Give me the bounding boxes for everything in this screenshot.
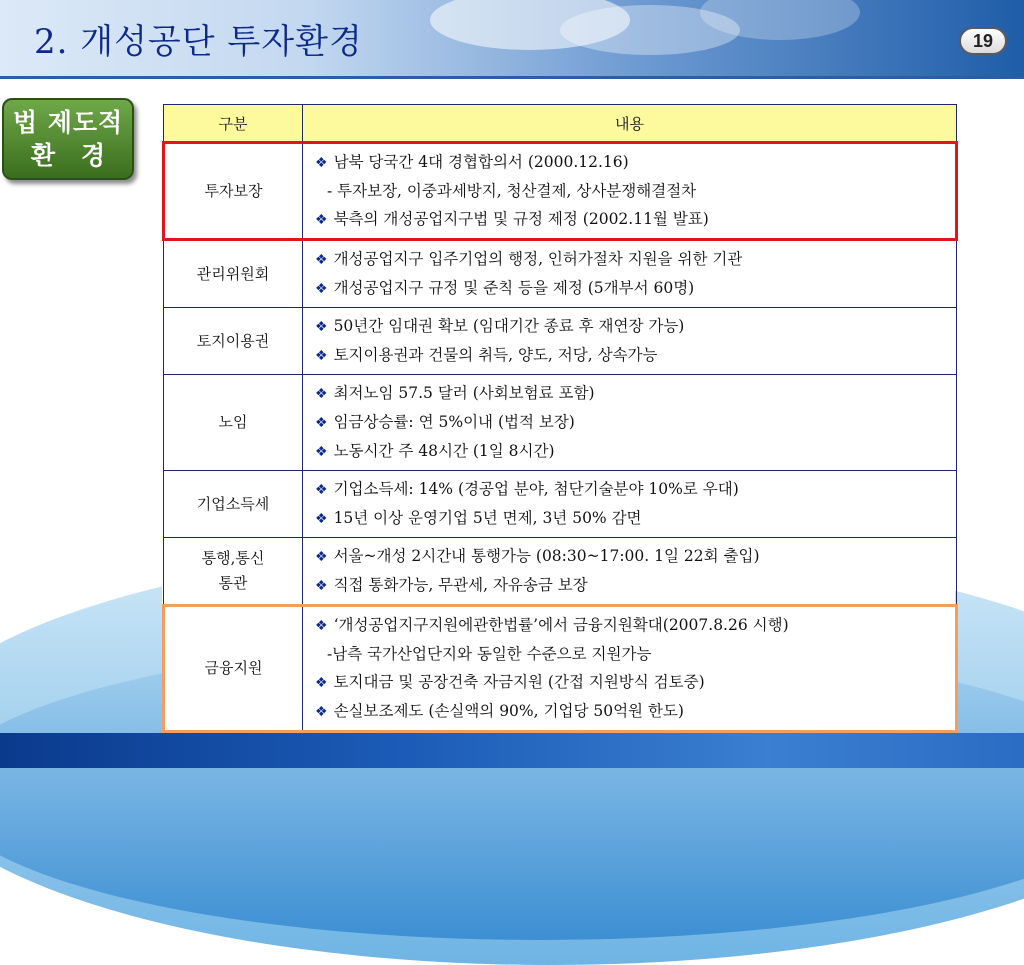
table-row <box>164 240 957 308</box>
diamond-bullet-icon: ❖ <box>315 281 328 297</box>
table-body <box>164 143 957 732</box>
diamond-bullet-icon: ❖ <box>315 252 328 268</box>
bullet-item <box>315 475 956 504</box>
data-table <box>162 104 958 733</box>
item-text: 개성공업지구 규정 및 준칙 등을 제정 (5개부서 60명) <box>333 279 695 297</box>
diamond-bullet-icon: ❖ <box>315 578 328 594</box>
bullet-item <box>315 437 956 466</box>
page-title: 2. 개성공단 투자환경 <box>34 22 363 62</box>
row-content <box>303 471 957 538</box>
item-text: 최저노임 57.5 달러 (사회보험료 포함) <box>333 384 595 402</box>
diamond-bullet-icon: ❖ <box>315 675 328 691</box>
row-category: 관리위원회 <box>164 240 303 308</box>
item-text: 개성공업지구 입주기업의 행정, 인허가절차 지원을 위한 기관 <box>333 250 743 268</box>
section-badge <box>2 98 134 180</box>
bullet-item <box>315 205 955 234</box>
table-row <box>164 308 957 375</box>
table-row <box>164 606 957 732</box>
bullet-item <box>315 274 956 303</box>
row-content <box>303 143 957 240</box>
diamond-bullet-icon: ❖ <box>315 618 328 634</box>
diamond-bullet-icon: ❖ <box>315 511 328 527</box>
bullet-item <box>315 148 955 177</box>
item-text: 북측의 개성공업지구법 및 규정 제정 (2002.11월 발표) <box>333 210 709 228</box>
diamond-bullet-icon: ❖ <box>315 319 328 335</box>
item-text: 50년간 임대권 확보 (임대기간 종료 후 재연장 가능) <box>333 317 685 335</box>
item-text: - 투자보장, 이중과세방지, 청산결제, 상사분쟁해결절차 <box>327 182 697 200</box>
table-row <box>164 143 957 240</box>
page-number-badge: 19 <box>959 27 1007 55</box>
bullet-item <box>315 379 956 408</box>
row-category: 노임 <box>164 375 303 471</box>
table-row <box>164 471 957 538</box>
row-category: 통행,통신 통관 <box>164 538 303 606</box>
diamond-bullet-icon: ❖ <box>315 348 328 364</box>
table-row <box>164 375 957 471</box>
table-row <box>164 538 957 606</box>
row-content <box>303 375 957 471</box>
item-text: 기업소득세: 14% (경공업 분야, 첨단기술분야 10%로 우대) <box>333 480 739 498</box>
bullet-item <box>315 542 956 571</box>
diamond-bullet-icon: ❖ <box>315 415 328 431</box>
bullet-item <box>315 245 956 274</box>
row-content <box>303 606 957 732</box>
item-text: 노동시간 주 48시간 (1일 8시간) <box>333 442 555 460</box>
item-text: -남측 국가산업단지와 동일한 수준으로 지원가능 <box>327 645 652 663</box>
item-text: ‘개성공업지구지원에관한법률’에서 금융지원확대(2007.8.26 시행) <box>333 616 789 634</box>
bullet-item <box>315 571 956 600</box>
row-category: 금융지원 <box>164 606 303 732</box>
sub-item <box>315 177 955 205</box>
footer-bar <box>0 733 1024 768</box>
column-header-category: 구분 <box>164 105 303 143</box>
row-content <box>303 308 957 375</box>
header-divider <box>0 76 1024 79</box>
diamond-bullet-icon: ❖ <box>315 549 328 565</box>
header-banner <box>0 0 1024 76</box>
row-category: 토지이용권 <box>164 308 303 375</box>
diamond-bullet-icon: ❖ <box>315 155 328 171</box>
bullet-item <box>315 611 955 640</box>
bullet-item <box>315 408 956 437</box>
row-content <box>303 538 957 606</box>
diamond-bullet-icon: ❖ <box>315 704 328 720</box>
row-category: 투자보장 <box>164 143 303 240</box>
item-text: 남북 당국간 4대 경협합의서 (2000.12.16) <box>333 153 629 171</box>
table-header-row <box>164 105 957 143</box>
section-badge-line2: 환경 <box>30 141 132 170</box>
row-content <box>303 240 957 308</box>
bullet-item <box>315 504 956 533</box>
section-badge-line1: 법 제도적 <box>12 108 124 137</box>
item-text: 임금상승률: 연 5%이내 (법적 보장) <box>333 413 575 431</box>
bullet-item <box>315 312 956 341</box>
bullet-item <box>315 341 956 370</box>
diamond-bullet-icon: ❖ <box>315 212 328 228</box>
diamond-bullet-icon: ❖ <box>315 386 328 402</box>
bullet-item <box>315 668 955 697</box>
bullet-item <box>315 697 955 726</box>
item-text: 손실보조제도 (손실액의 90%, 기업당 50억원 한도) <box>333 702 684 720</box>
sub-item <box>315 640 955 668</box>
item-text: 서울~개성 2시간내 통행가능 (08:30~17:00. 1일 22회 출입) <box>333 547 760 565</box>
item-text: 직접 통화가능, 무관세, 자유송금 보장 <box>333 576 588 594</box>
item-text: 토지대금 및 공장건축 자금지원 (간접 지원방식 검토중) <box>333 673 705 691</box>
item-text: 토지이용권과 건물의 취득, 양도, 저당, 상속가능 <box>333 346 658 364</box>
diamond-bullet-icon: ❖ <box>315 444 328 460</box>
investment-environment-table <box>162 104 955 733</box>
diamond-bullet-icon: ❖ <box>315 482 328 498</box>
column-header-content: 내용 <box>303 105 957 143</box>
row-category: 기업소득세 <box>164 471 303 538</box>
item-text: 15년 이상 운영기업 5년 면제, 3년 50% 감면 <box>333 509 642 527</box>
